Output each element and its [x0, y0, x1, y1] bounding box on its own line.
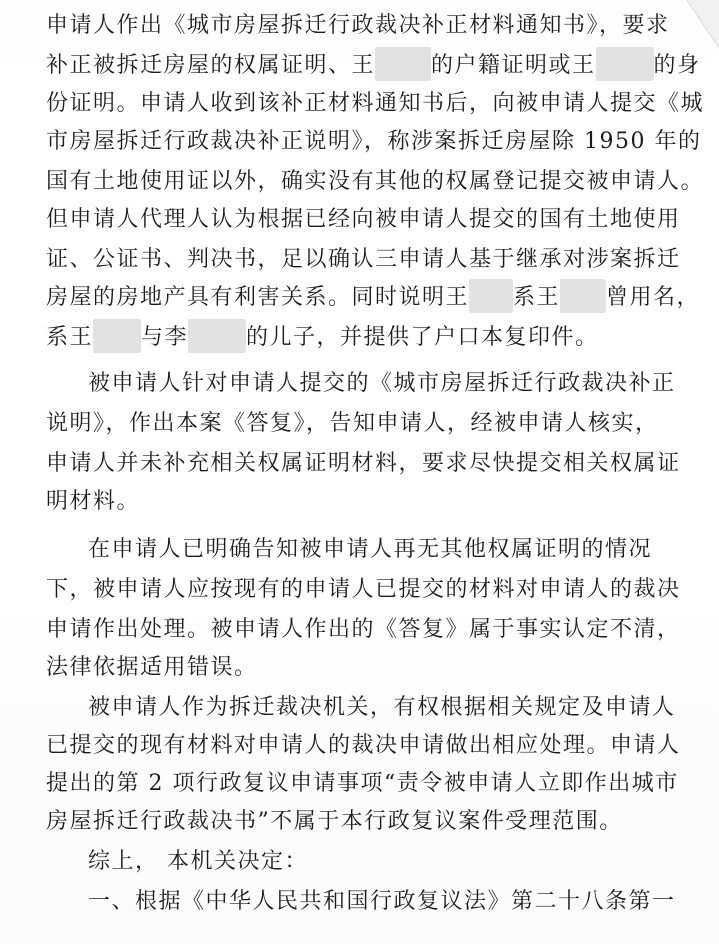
conclusion-line: 综上， 本机关决定： — [88, 849, 308, 874]
text-line: 已提交的现有材料对申请人的裁决申请做出相应处理。申请人 — [46, 733, 681, 758]
text-line: 申请人作出《城市房屋拆迁行政裁决补正材料通知书》，要求 — [46, 13, 670, 38]
redaction-block — [375, 47, 431, 81]
text-segment: 系王 — [46, 325, 94, 350]
text-segment: 系王 — [513, 285, 561, 310]
text-line: 证、公证书、判决书，足以确认三申请人基于继承对涉案拆迁 — [46, 247, 681, 272]
text-line: 申请作出处理。被申请人作出的《答复》属于事实认定不清， — [46, 617, 681, 642]
text-segment: 曾用名， — [606, 285, 701, 310]
redaction-block — [93, 319, 141, 353]
text-segment: 房屋的房地产具有利害关系。同时说明王 — [46, 285, 470, 310]
text-line: 国有土地使用证以外，确实没有其他的权属登记提交被申请人。 — [46, 169, 705, 194]
redaction-block — [188, 319, 246, 353]
paragraph-start-line: 被申请人针对申请人提交的《城市房屋拆迁行政裁决补正 — [88, 371, 676, 396]
text-line: 份证明。申请人收到该补正材料通知书后，向被申请人提交《城 — [46, 91, 705, 116]
text-line: 房屋拆迁行政裁决书”不属于本行政复议案件受理范围。 — [46, 809, 623, 834]
redaction-block — [560, 279, 606, 313]
text-segment: 与李 — [141, 325, 189, 350]
redaction-block — [596, 47, 654, 81]
text-line: 下，被申请人应按现有的申请人已提交的材料对申请人的裁决 — [46, 577, 681, 602]
text-segment: 的儿子，并提供了户口本复印件。 — [246, 325, 599, 350]
text-line: 明材料。 — [46, 489, 141, 514]
text-segment: 的户籍证明或王 — [431, 53, 596, 78]
text-line: 说明》，作出本案《答复》，告知申请人，经被申请人核实， — [46, 411, 659, 436]
decision-item-line: 一、根据《中华人民共和国行政复议法》第二十八条第一 — [88, 889, 676, 914]
text-line: 申请人并未补充相关权属证明材料，要求尽快提交相关权属证 — [46, 451, 681, 476]
paragraph-start-line: 在申请人已明确告知被申请人再无其他权属证明的情况 — [88, 537, 653, 562]
text-line: 提出的第 2 项行政复议申请事项“责令被申请人立即作出城市 — [46, 771, 679, 796]
text-segment: 补正被拆迁房屋的权属证明、王 — [46, 53, 376, 78]
text-line-with-redactions — [46, 276, 700, 320]
text-line: 但申请人代理人认为根据已经向被申请人提交的国有土地使用 — [46, 207, 681, 232]
paragraph-start-line: 被申请人作为拆迁裁决机关，有权根据相关规定及申请人 — [88, 695, 676, 720]
text-line: 市房屋拆迁行政裁决补正说明》，称涉案拆迁房屋除 1950 年的 — [46, 129, 702, 154]
redaction-block — [469, 279, 513, 313]
text-segment: 的身 — [653, 53, 701, 78]
text-line: 法律依据适用错误。 — [46, 655, 258, 680]
text-line-with-redactions — [46, 316, 599, 360]
